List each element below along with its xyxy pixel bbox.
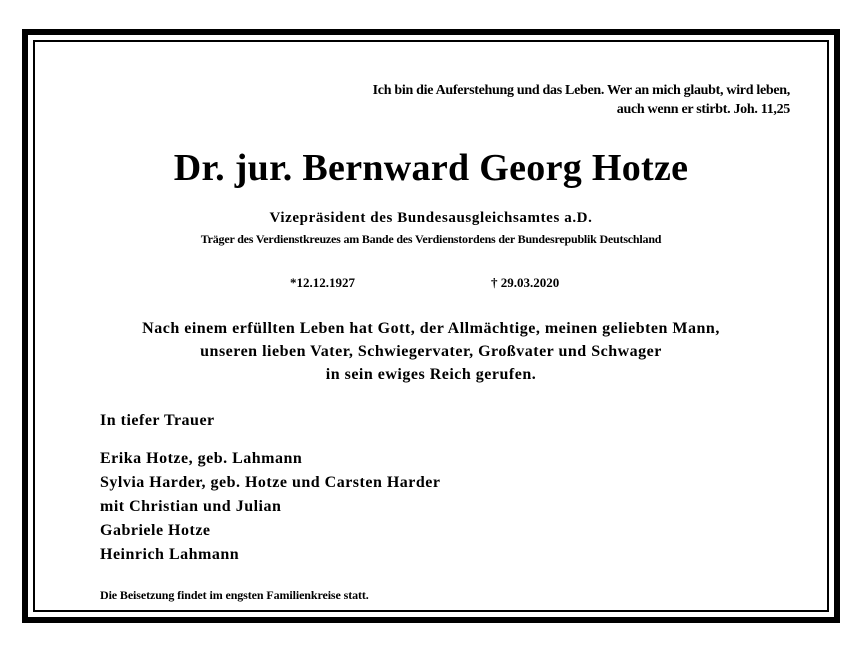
announcement-line-2: unseren lieben Vater, Schwiegervater, Großvater und Schwager — [200, 343, 662, 360]
notice-border-inner — [33, 40, 829, 612]
mourner-item: Gabriele Hotze — [100, 522, 211, 539]
mourner-item: Erika Hotze, geb. Lahmann — [100, 450, 303, 467]
mourner-item: Sylvia Harder, geb. Hotze und Carsten Harder — [100, 474, 441, 491]
announcement-line-1: Nach einem erfüllten Leben hat Gott, der Allmächtige, meinen geliebten Mann, — [142, 320, 720, 337]
bible-quote-line-1: Ich bin die Auferstehung und das Leben. Wer an mich glaubt, wird leben, — [372, 83, 790, 98]
mourners-list — [100, 447, 441, 567]
deceased-name: Dr. jur. Bernward Georg Hotze — [173, 147, 689, 189]
mourning-heading: In tiefer Trauer — [100, 412, 215, 429]
deceased-honor: Träger des Verdienstkreuzes am Bande des Verdienstordens der Bundesrepublik Deutschland — [200, 232, 662, 246]
bible-quote-line-2: auch wenn er stirbt. Joh. 11,25 — [616, 102, 790, 117]
death-announcement — [35, 317, 827, 386]
mourner-item: mit Christian und Julian — [100, 498, 282, 515]
birth-date: *12.12.1927 — [290, 275, 355, 290]
death-date: † 29.03.2020 — [491, 275, 560, 290]
deceased-title: Vizepräsident des Bundesausgleichsamtes a.D. — [269, 210, 593, 226]
announcement-line-3: in sein ewiges Reich gerufen. — [325, 366, 537, 383]
notice-border-outer — [22, 29, 840, 623]
mourner-item: Heinrich Lahmann — [100, 546, 240, 563]
bible-quote — [170, 81, 790, 119]
burial-note: Die Beisetzung findet im engsten Familienkreise statt. — [100, 588, 369, 602]
